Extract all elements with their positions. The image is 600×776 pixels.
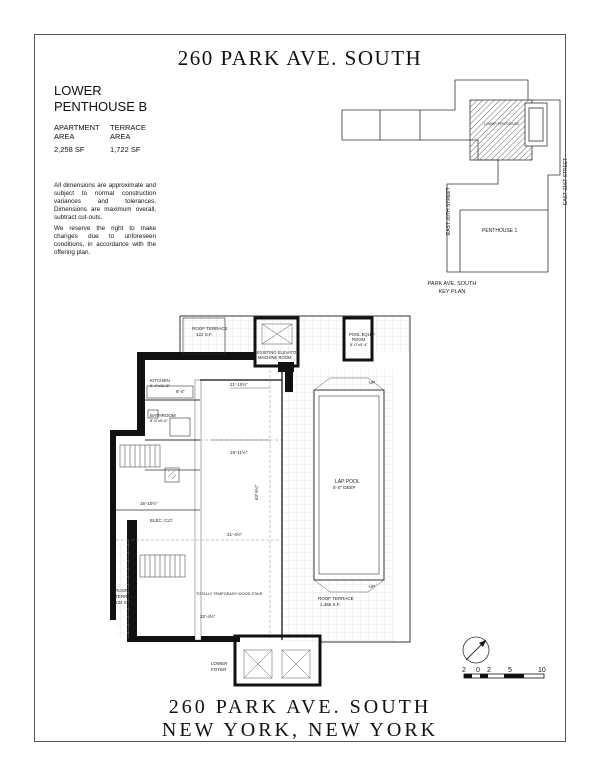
unit-name-line1: LOWER xyxy=(54,83,102,98)
label-stair-note: TOTALLY TEMPORARY WOOD STAIR xyxy=(196,592,263,596)
key-plan-caption: KEY PLAN xyxy=(438,289,466,295)
disclaimer-changes: We reserve the right to make changes due to unforeseen conditions, in accordance with the offering plan. xyxy=(54,225,156,256)
apartment-area-value: 2,258 SF xyxy=(54,145,85,154)
scale-tick-2-left: 2 xyxy=(462,667,466,674)
label-elevator: EXISTING ELEVATOR xyxy=(257,350,300,355)
terrace-area-label-1: TERRACE xyxy=(110,123,146,132)
footer-address-line2: NEW YORK, NEW YORK xyxy=(161,719,439,741)
label-lower-foyer-2: FOYER xyxy=(211,667,227,672)
unit-name-line2: PENTHOUSE B xyxy=(54,99,148,114)
label-roof-terrace-right: ROOF TERRACE xyxy=(318,596,354,601)
apartment-area-label-1: APARTMENT xyxy=(54,123,100,132)
terrace-area-label-2: AREA xyxy=(110,132,131,141)
label-lap-pool: LAP POOL xyxy=(335,479,360,485)
label-kitchen-dim: 8'-4"x11'-5" xyxy=(150,383,170,388)
key-plan-street-20th: EAST 20TH STREET xyxy=(446,187,452,235)
label-roof-terrace-top-area: 122 S.F. xyxy=(196,332,213,337)
label-pool-equip: POOL EQUIP xyxy=(349,332,375,337)
dim-bottom: 32'-4½" xyxy=(200,614,216,619)
building-title: 260 PARK AVE. SOUTH xyxy=(177,46,423,70)
scale-bar xyxy=(464,674,544,678)
label-bathroom: BATHROOM xyxy=(150,413,176,418)
disclaimer-dimensions: All dimensions are approximate and subject to normal construction variances and tolerances. Dimensions are maximum overall, subtract cut-outs. xyxy=(54,182,156,221)
key-plan-penthouse-label: PENTHOUSE 1 xyxy=(482,228,518,234)
dim-lower: 21'-4½" xyxy=(227,532,243,537)
label-roof-terrace-left: ROOF xyxy=(115,588,128,593)
label-lower-foyer: LOWER xyxy=(211,661,228,666)
scale-tick-2: 2 xyxy=(487,667,491,674)
label-pool-equip-2: ROOM xyxy=(352,337,366,342)
dim-vertical: 63'-5½" xyxy=(254,484,259,500)
label-roof-terrace-top: ROOF TERRACE xyxy=(192,326,228,331)
label-elec-closet: ELEC. CLT. xyxy=(150,518,174,523)
label-roof-terrace-left-area: 134 S.F. xyxy=(115,600,132,605)
label-elevator-2: MACHINE ROOM xyxy=(258,355,292,360)
dim-lower-left: 16'-10½" xyxy=(140,501,158,506)
scale-tick-10: 10 xyxy=(538,667,546,674)
key-plan-street-21st: EAST 21ST STREET xyxy=(563,157,569,205)
dim-middle: 19'-11½" xyxy=(230,450,248,455)
footer-address-line1: 260 PARK AVE. SOUTH xyxy=(168,696,432,718)
dim-kitchen: 8'-4" xyxy=(176,389,185,394)
label-pool-equip-dim: 5'-0"x5'-4" xyxy=(350,342,368,347)
label-kitchen: KITCHEN xyxy=(150,378,170,383)
dim-top: 21'-10½" xyxy=(230,382,248,387)
label-up-2: UP xyxy=(369,584,376,589)
key-plan-caption-street: PARK AVE. SOUTH xyxy=(427,281,477,287)
label-roof-terrace-left-2: TERRACE xyxy=(115,594,137,599)
north-arrow-icon xyxy=(463,637,489,663)
scale-tick-0: 0 xyxy=(476,667,480,674)
scale-tick-5: 5 xyxy=(508,667,512,674)
key-plan-unit-label: LOWER PENTHOUSE xyxy=(484,122,520,126)
apartment-area-label-2: AREA xyxy=(54,132,75,141)
key-plan xyxy=(342,80,560,272)
label-pool-depth: 6'-0" DEEP xyxy=(333,485,356,490)
label-up-1: UP xyxy=(369,380,376,385)
label-bathroom-dim: 8'-6"x5'-6" xyxy=(150,418,168,423)
terrace-area-value: 1,722 SF xyxy=(110,145,141,154)
label-roof-terrace-right-area: 1,466 S.F. xyxy=(320,602,341,607)
